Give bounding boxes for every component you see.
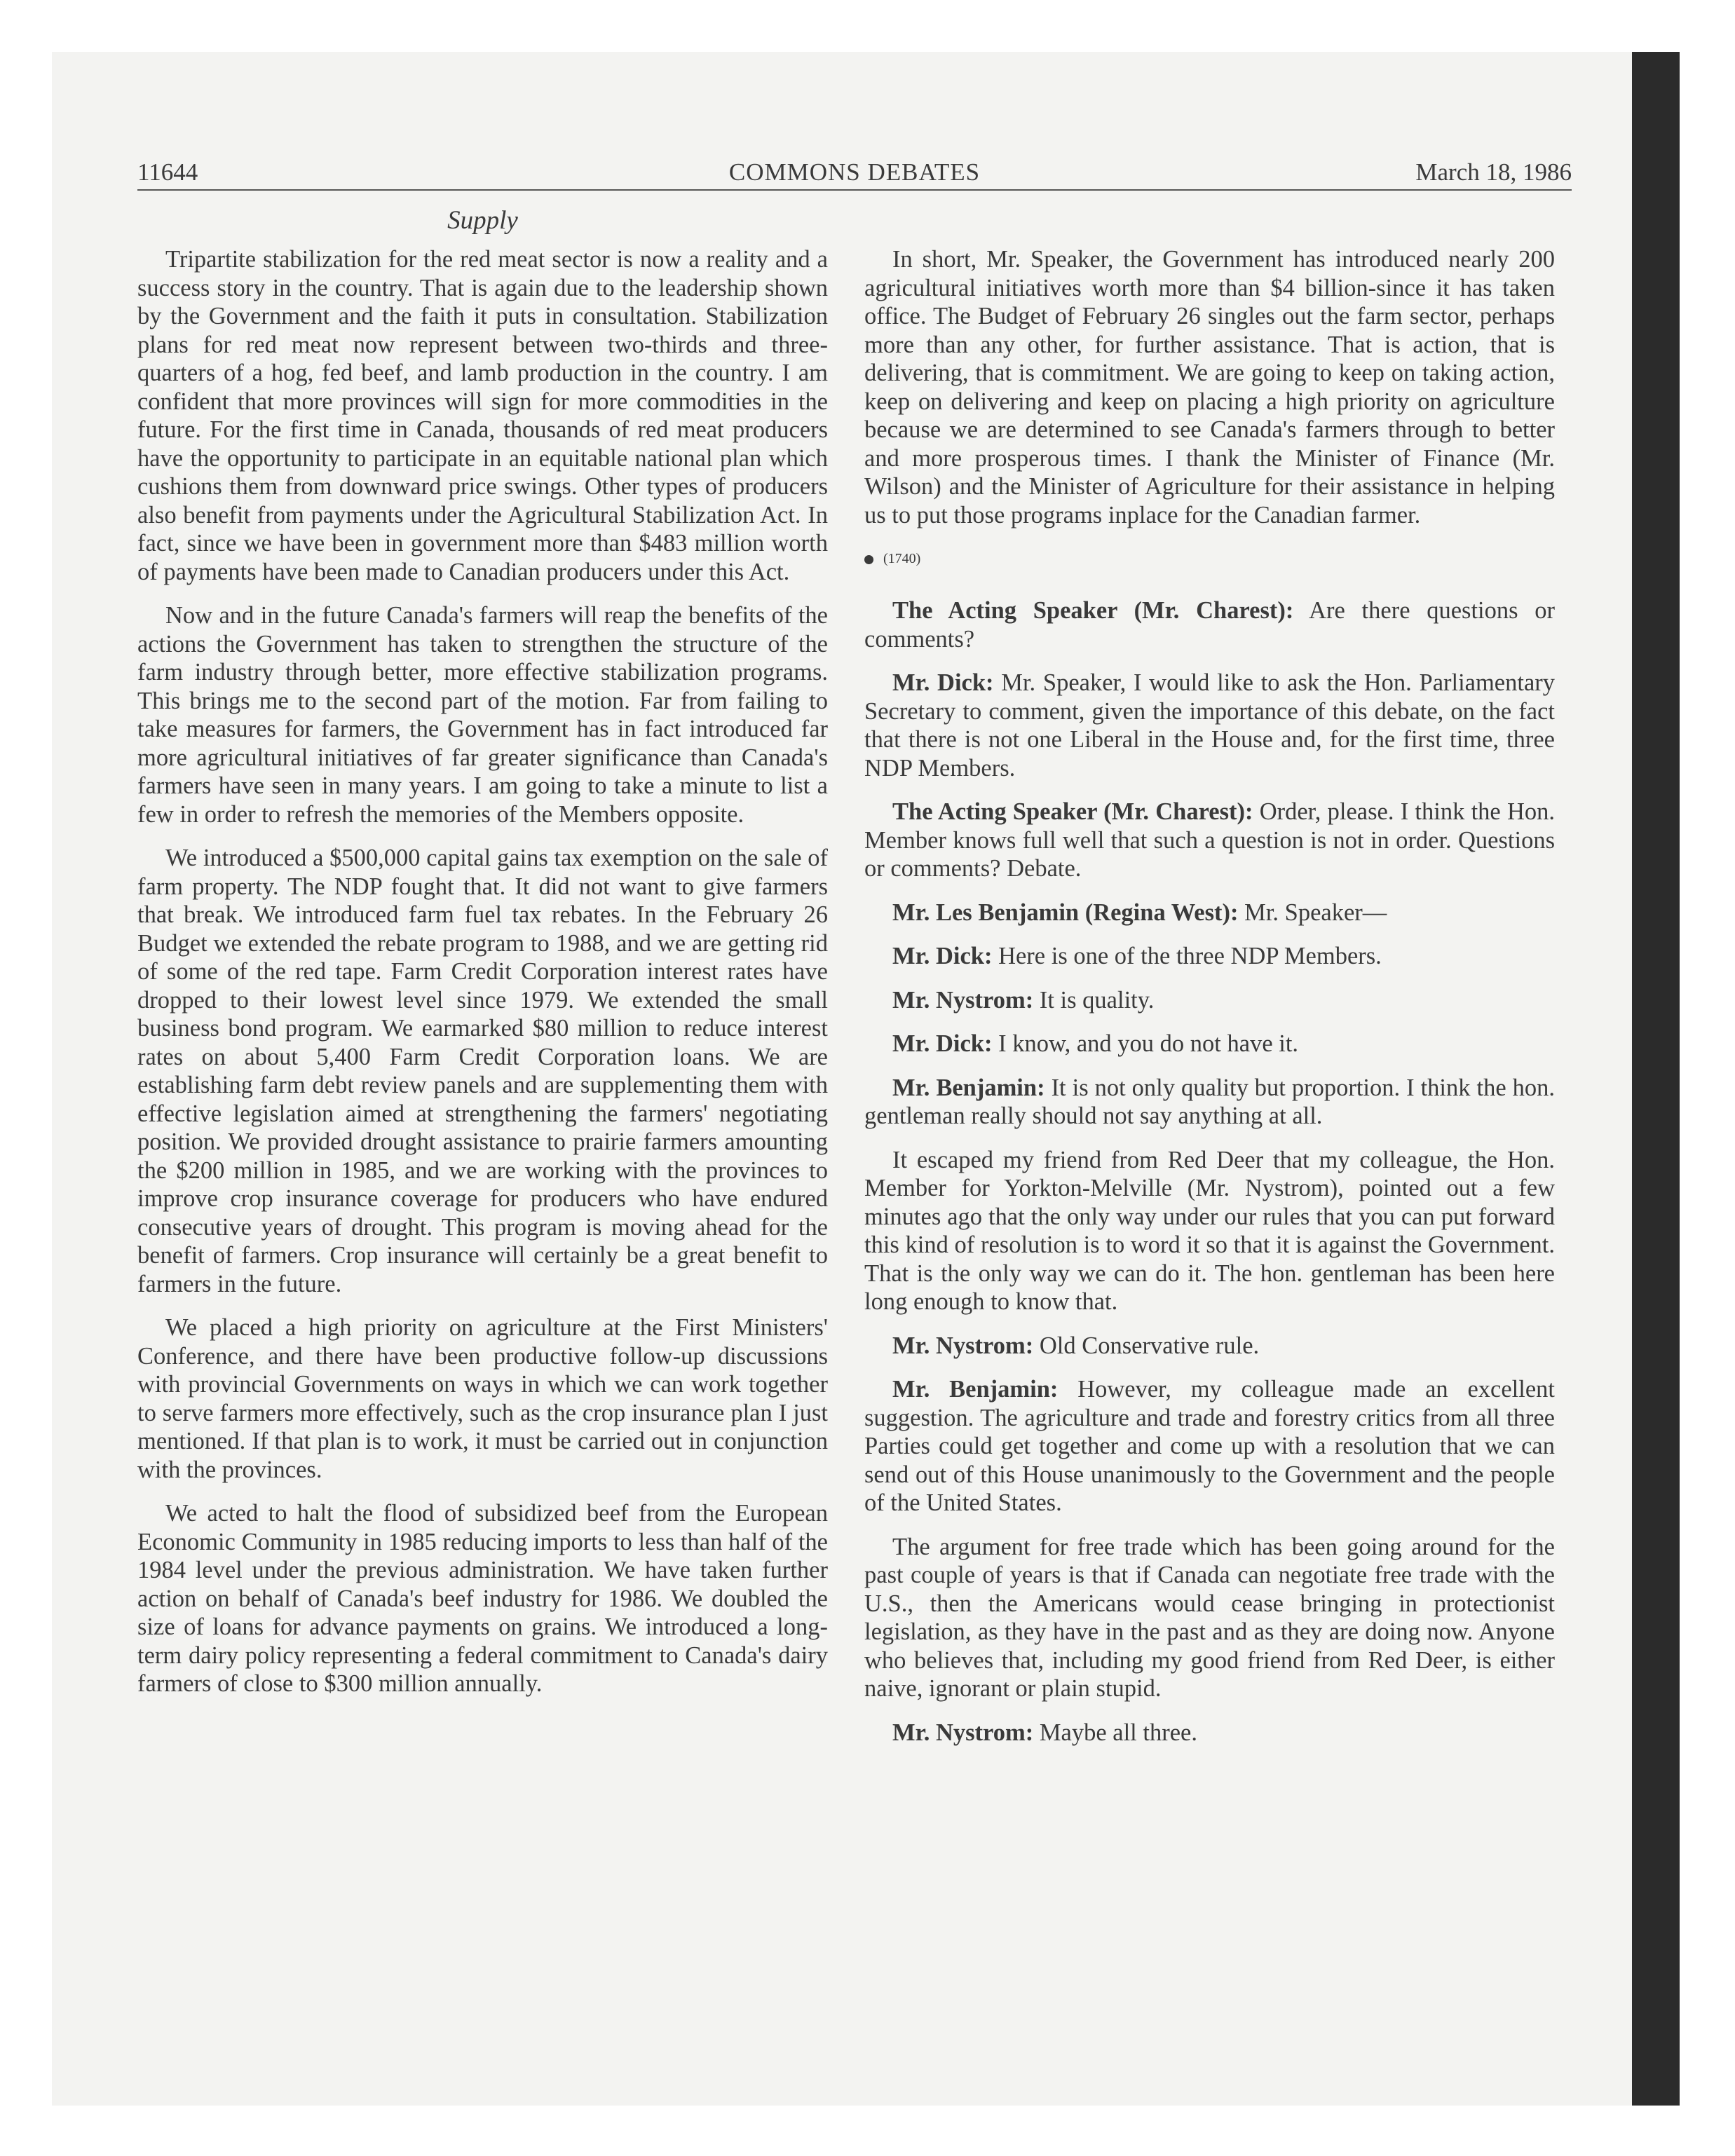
paragraph: In short, Mr. Speaker, the Government has introduced nearly 200 agricultural initiatives worth more than $4 billion-since it has taken office. The Budget of February 26 singles out the farm sector, perhaps more than any other, for further assistance. That is action, that is delivering, that is commitment. We are going to keep on taking action, keep on delivering and keep on placing a high priority on agriculture because we are determined to see Canada's farmers through to better and more prosperous times. I thank the Minister of Finance (Mr. Wilson) and the Minister of Agriculture for their assistance in helping us to put those programs inplace for the Canadian farmer. (864, 246, 1555, 528)
speaker-name: Mr. Nystrom: (892, 986, 1034, 1014)
right-column (864, 245, 1555, 1762)
speaker-name: Mr. Dick: (892, 1030, 993, 1057)
bullet-icon (864, 555, 873, 564)
speech-text: Maybe all three. (1039, 1719, 1197, 1746)
header-rule (137, 189, 1572, 191)
speech (864, 1719, 1555, 1747)
publication-date: March 18, 1986 (1415, 158, 1572, 186)
speech-text: Here is one of the three NDP Members. (998, 943, 1382, 969)
left-column (137, 245, 828, 1714)
speech (864, 1030, 1555, 1058)
section-title: Supply (447, 206, 518, 235)
speaker-name: Mr. Benjamin: (892, 1074, 1045, 1101)
speech (864, 1375, 1555, 1517)
paragraph: We placed a high priority on agriculture at the First Ministers' Conference, and there have been productive follow-up discussions with provincial Governments on ways in which we can work together to serve farmers more effectively, such as the crop insurance plan I just mentioned. If that plan is to work, it must be carried out in conjunction with the provinces. (137, 1314, 828, 1483)
paragraph: It escaped my friend from Red Deer that my colleague, the Hon. Member for Yorkton-Melville (Mr. Nystrom), pointed out a few minutes ago that the only way under our rules that you can put forward this kind of resolution is to word it so that it is against the Government. That is the only way we can do it. The hon. gentleman has been here long enough to know that. (864, 1146, 1555, 1315)
publication-title: COMMONS DEBATES (728, 158, 981, 186)
speech-text: However, my colleague made an excellent suggestion. The agriculture and trade and forestry critics from all three Parties could get together and come up with a resolution that we can send out of this House unanimously to the Government and the people of the United States. (864, 1376, 1555, 1516)
speech-text: Old Conservative rule. (1039, 1332, 1260, 1359)
speaker-name: Mr. Benjamin: (892, 1376, 1059, 1403)
speaker-name: Mr. Les Benjamin (Regina West): (892, 899, 1239, 926)
speech (864, 1074, 1555, 1131)
speech-text: Mr. Speaker— (1244, 899, 1387, 926)
page-header (137, 156, 1572, 189)
paragraph: We acted to halt the flood of subsidized beef from the European Economic Community in 1985 reducing imports to less than half of the 1984 level under the previous administration. We have taken further action on behalf of Canada's beef industry for 1986. We doubled the size of loans for advance payments on grains. We introduced a long-term dairy policy representing a federal commitment to Canada's dairy farmers of close to $300 million annually. (137, 1500, 828, 1697)
paragraph: The argument for free trade which has been going around for the past couple of years is that if Canada can negotiate free trade with the U.S., then the Americans would cease bringing in protectionist legislation, as they have in the past and as they are doing now. Anyone who believes that, including my good friend from Red Deer, is either naive, ignorant or plain stupid. (864, 1533, 1555, 1702)
paragraph: We introduced a $500,000 capital gains tax exemption on the sale of farm property. The NDP fought that. It did not want to give farmers that break. We introduced farm fuel tax rebates. In the February 26 Budget we extended the rebate program to 1988, and we are getting rid of some of the red tape. Farm Credit Corporation interest rates have dropped to their lowest level since 1979. We extended the small business bond program. We earmarked $80 million to reduce interest rates on about 5,400 Farm Credit Corporation loans. We are establishing farm debt review panels and are supplementing them with effective legislation aimed at strengthening the farmers' negotiating position. We provided drought assistance to prairie farmers amounting the $200 million in 1985, and we are working with the provinces to improve crop insurance coverage for producers who have endured consecutive years of drought. This program is moving ahead for the benefit of farmers. Crop insurance will certainly be a great benefit to farmers in the future. (137, 845, 828, 1297)
speech-text: Are there questions or comments? (864, 597, 1555, 653)
speech-text: It is quality. (1039, 986, 1155, 1014)
speech-text: It is not only quality but proportion. I think the hon. gentleman really should not say anything at all. (864, 1074, 1555, 1129)
speech (864, 596, 1555, 653)
speaker-name: The Acting Speaker (Mr. Charest): (892, 597, 1294, 624)
paragraph: Now and in the future Canada's farmers will reap the benefits of the actions the Government has taken to strengthen the structure of the farm industry through better, more effective stabilization programs. This brings me to the second part of the motion. Far from failing to take measures for farmers, the Government has in fact introduced far more agricultural initiatives of far greater significance than Canada's farmers have seen in many years. I am going to take a minute to list a few in order to refresh the memories of the Members opposite. (137, 602, 828, 828)
speaker-name: Mr. Dick: (892, 669, 994, 696)
scan-edge-shadow (1632, 52, 1680, 2106)
speaker-name: The Acting Speaker (Mr. Charest): (892, 798, 1253, 825)
speech (864, 942, 1555, 971)
page-number: 11644 (137, 158, 198, 186)
speech (864, 1332, 1555, 1360)
speaker-name: Mr. Dick: (892, 943, 993, 969)
time-marker (864, 545, 1555, 573)
speech (864, 798, 1555, 883)
speech-text: Order, please. I think the Hon. Member knows full well that such a question is not in order. Questions or comments? Debate. (864, 798, 1556, 882)
speech-text: I know, and you do not have it. (998, 1030, 1299, 1057)
speaker-name: Mr. Nystrom: (892, 1719, 1034, 1746)
speech (864, 899, 1555, 927)
time-marker-text: (1740) (883, 551, 921, 566)
paragraph: Tripartite stabilization for the red meat sector is now a reality and a success story in the country. That is again due to the leadership shown by the Government and the faith it puts in consultation. Stabilization plans for red meat now represent between two-thirds and three-quarters of a hog, fed beef, and lamb production in the country. I am confident that more provinces will sign for more commodities in the future. For the first time in Canada, thousands of red meat producers have the opportunity to participate in an equitable national plan which cushions them from downward price swings. Other types of producers also benefit from payments under the Agricultural Stabilization Act. In fact, since we have been in government more than $483 million worth of payments have been made to Canadian producers under this Act. (137, 246, 828, 585)
speaker-name: Mr. Nystrom: (892, 1332, 1034, 1359)
speech (864, 669, 1555, 782)
speech (864, 986, 1555, 1015)
speech-text: Mr. Speaker, I would like to ask the Hon. Parliamentary Secretary to comment, given the importance of this debate, on the fact that there is not one Liberal in the House and, for the first time, three NDP Members. (864, 669, 1556, 782)
